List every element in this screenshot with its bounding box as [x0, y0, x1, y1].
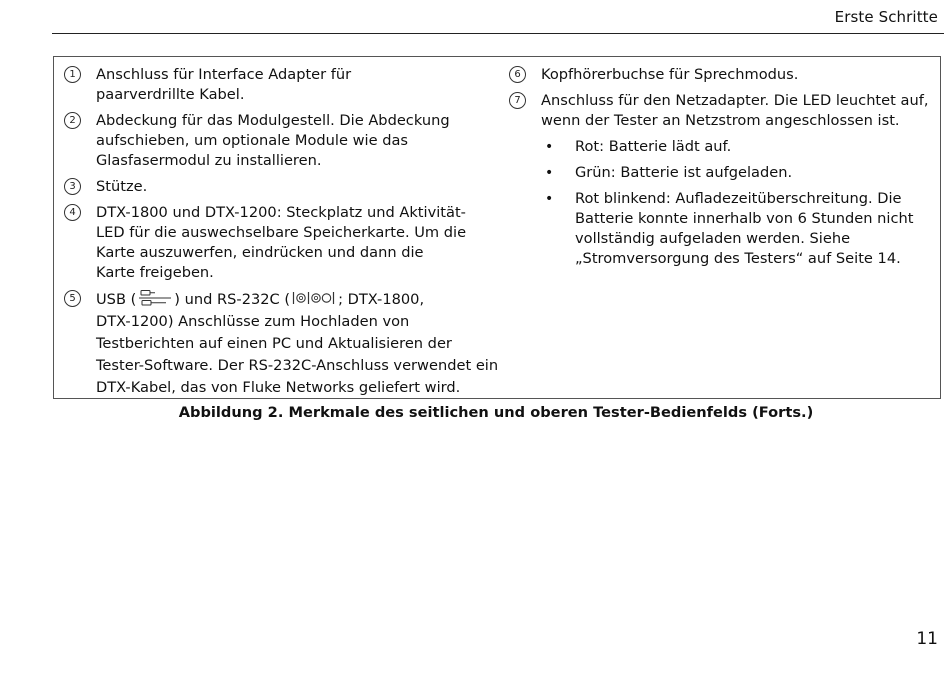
legend-text-line: DTX-Kabel, das von Fluke Networks geliefert wird.	[96, 379, 461, 396]
figure-caption: Abbildung 2. Merkmale des seitlichen und oberen Tester-Bedienfelds (Forts.)	[178, 404, 814, 421]
legend-text-line: Kopfhörerbuchse für Sprechmodus.	[541, 66, 799, 83]
bullet-text-line: Rot: Batterie lädt auf.	[575, 138, 732, 155]
legend-item-5	[64, 289, 499, 399]
callout-number: 2	[64, 112, 81, 129]
legend-text-line: Stütze.	[96, 178, 148, 195]
page-number: 11	[916, 629, 938, 649]
legend-text-line: Testberichten auf einen PC und Aktualisieren der	[96, 335, 452, 352]
bullet-symbol: •	[545, 191, 554, 207]
usb-icon	[138, 289, 172, 307]
bullet-item	[509, 163, 929, 183]
legend-item-3	[64, 177, 496, 197]
usb-prefix-text: USB (	[96, 291, 137, 308]
rs232-suffix-text: ; DTX-1800,	[338, 291, 425, 308]
bullet-item	[509, 137, 929, 157]
legend-left-column	[64, 65, 499, 405]
running-header: Erste Schritte	[834, 8, 938, 26]
callout-number: 7	[509, 92, 526, 109]
legend-text-line: Glasfasermodul zu installieren.	[96, 152, 322, 169]
bullet-symbol: •	[545, 139, 554, 155]
legend-text-line: DTX-1200) Anschlüsse zum Hochladen von	[96, 313, 410, 330]
callout-number: 1	[64, 66, 81, 83]
legend-text-line	[96, 289, 496, 311]
legend-text-line: Abdeckung für das Modulgestell. Die Abdeckung	[96, 112, 450, 129]
callout-number: 6	[509, 66, 526, 83]
rs232-serial-icon	[292, 290, 336, 306]
legend-text-line: aufschieben, um optionale Module wie das	[96, 132, 408, 149]
legend-box	[53, 56, 941, 399]
legend-text-line: Karte auszuwerfen, eindrücken und dann die	[96, 244, 424, 261]
bullet-text-line: vollständig aufgeladen werden. Siehe	[575, 230, 851, 247]
bullet-symbol: •	[545, 165, 554, 181]
legend-item-1	[64, 65, 496, 105]
bullet-text-line: Batterie konnte innerhalb von 6 Stunden nicht	[575, 210, 914, 227]
callout-number: 5	[64, 290, 81, 307]
legend-text-line: wenn der Tester an Netzstrom angeschlossen ist.	[541, 112, 900, 129]
legend-text-line: Anschluss für den Netzadapter. Die LED leuchtet auf,	[541, 92, 929, 109]
legend-text-line: DTX-1800 und DTX-1200: Steckplatz und Aktivität-	[96, 204, 466, 221]
legend-text-line: paarverdrillte Kabel.	[96, 86, 245, 103]
rs232-prefix-text: ) und RS-232C (	[174, 291, 291, 308]
legend-text-line: Anschluss für Interface Adapter für	[96, 66, 352, 83]
legend-text-line: LED für die auswechselbare Speicherkarte. Um die	[96, 224, 467, 241]
bullet-text-line: Rot blinkend: Aufladezeitüberschreitung. Die	[575, 190, 902, 207]
legend-text-line: Tester-Software. Der RS-232C-Anschluss verwendet ein	[96, 357, 499, 374]
bullet-text-line: „Stromversorgung des Testers“ auf Seite 14.	[575, 250, 901, 267]
bullet-item	[509, 189, 929, 269]
legend-item-4	[64, 203, 496, 283]
header-rule	[52, 33, 944, 34]
legend-item-7	[509, 91, 929, 269]
legend-text-line: Karte freigeben.	[96, 264, 214, 281]
bullet-text-line: Grün: Batterie ist aufgeladen.	[575, 164, 793, 181]
callout-number: 3	[64, 178, 81, 195]
callout-number: 4	[64, 204, 81, 221]
legend-item-2	[64, 111, 496, 171]
legend-item-6	[509, 65, 929, 85]
legend-right-column	[509, 65, 929, 275]
